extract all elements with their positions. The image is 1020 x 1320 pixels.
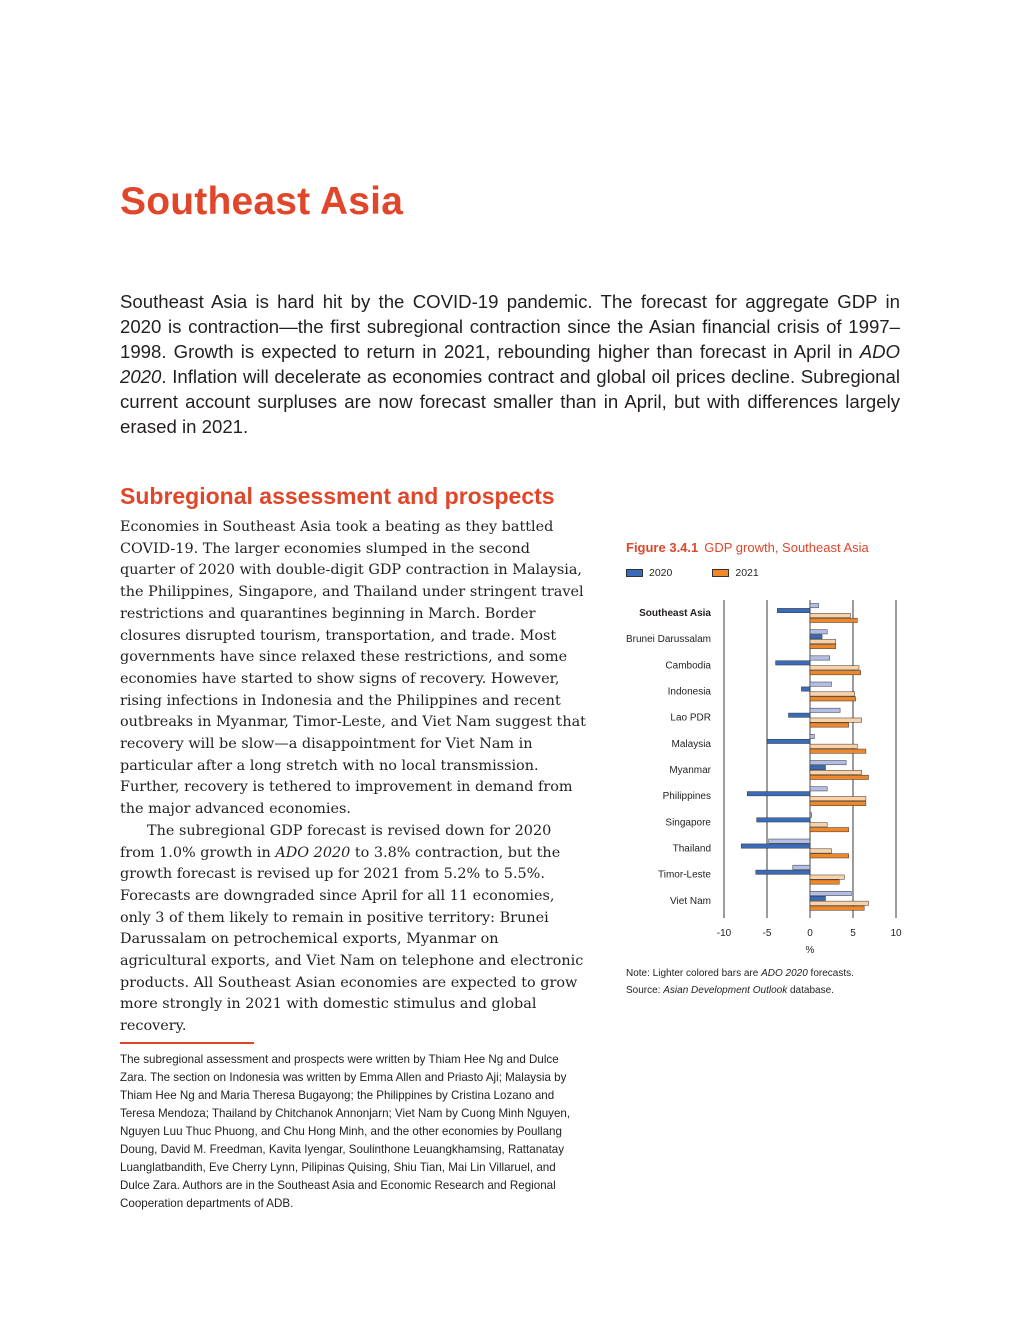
bar-2021	[810, 828, 849, 832]
body-paragraph-1: Economies in Southeast Asia took a beating as they battled COVID-19. The larger economies slumped in the second quarter of 2020 with double-digit GDP contraction in Malaysia, the Philippines, Singapore, and Thailand under stringent travel restrictions and quarantines beginning in March. Border closures disrupted tourism, transportation, and trade. Most governments have since relaxed these restrictions, and some economies have started to show signs of recovery. However, rising infections in Indonesia and the Philippines and recent outbreaks in Myanmar, Timor-Leste, and Viet Nam suggest that recovery will be slow—a disappointment for Viet Nam in particular after a long stretch with no local transmission. Further, recovery is tethered to improvement in demand from the major advanced economies.	[120, 519, 586, 818]
bar-2020-ado	[810, 813, 812, 817]
bar-2020-ado	[810, 630, 827, 634]
category-label: Cambodia	[665, 660, 711, 672]
page-title: Southeast Asia	[120, 180, 404, 223]
bar-2020	[810, 765, 825, 769]
bar-2020	[777, 608, 810, 612]
bar-2020-ado	[793, 865, 810, 869]
chart-note: Note: Lighter colored bars are ADO 2020 forecasts.	[626, 968, 854, 979]
x-axis-label: %	[805, 945, 815, 956]
category-label: Thailand	[672, 843, 711, 855]
section-heading: Subregional assessment and prospects	[120, 483, 555, 509]
x-tick-label: 5	[850, 928, 856, 939]
bar-2021-ado	[810, 718, 862, 722]
category-label: Southeast Asia	[639, 608, 711, 619]
bar-2020	[789, 713, 811, 717]
bar-2021-ado	[810, 849, 832, 853]
bar-2021-ado	[810, 692, 855, 696]
chart-source: Source: Asian Development Outlook database.	[626, 985, 834, 996]
x-tick-label: 0	[807, 928, 813, 939]
legend-label-2020: 2020	[649, 567, 673, 579]
footnote: The subregional assessment and prospects were written by Thiam Hee Ng and Dulce Zara. The section on Indonesia was written by Emma Allen and Priasto Aji; Malaysia by Thiam Hee Ng and Maria Theresa Bugayong; the Philippines by Cristina Lozano and Teresa Mendoza; Thailand by Chitchanok Annonjarn; Viet Nam by Cuong Minh Nguyen, Nguyen Luu Thuc Phuong, and Chu Hong Minh, and the other economies by Poullang Doung, David M. Freedman, Kavita Iyengar, Soulinthone Leuangkhamsing, Rattanatay Luanglatbandith, Eve Cherry Lynn, Pilipinas Quising, Shiu Tian, Mai Lin Villaruel, and Dulce Zara. Authors are in the Southeast Asia and Economic Research and Regional Cooperation departments of ADB.	[120, 1053, 571, 1210]
bar-2021	[810, 723, 849, 727]
category-label: Indonesia	[667, 686, 711, 698]
bar-2020	[801, 687, 810, 691]
bar-2021	[810, 801, 866, 805]
bar-2020-ado	[810, 787, 827, 791]
bar-2020-ado	[810, 656, 830, 660]
bar-2020	[756, 870, 810, 874]
bar-2020-ado	[810, 604, 819, 608]
bar-2021	[810, 644, 836, 648]
bar-2020-ado	[810, 708, 840, 712]
bar-2020-ado	[810, 761, 846, 765]
bar-2020	[810, 635, 822, 639]
category-label: Timor-Leste	[658, 869, 711, 881]
category-label: Brunei Darussalam	[625, 634, 711, 646]
category-label: Myanmar	[669, 765, 711, 776]
bar-2020	[757, 818, 810, 822]
bar-2020	[747, 792, 810, 796]
bar-2021	[810, 880, 839, 884]
chart-notes	[626, 965, 854, 999]
bar-2021	[810, 749, 866, 753]
legend-label-2021: 2021	[735, 567, 759, 579]
bar-2021-ado	[810, 666, 859, 670]
bar-2021	[810, 697, 856, 701]
category-label: Viet Nam	[670, 895, 711, 907]
bar-2021-ado	[810, 901, 868, 905]
bar-2020	[741, 844, 810, 848]
bar-2021	[810, 906, 864, 910]
category-label: Philippines	[662, 791, 711, 803]
bar-2021-ado	[810, 796, 866, 800]
bar-2020-ado	[769, 839, 810, 843]
category-label: Singapore	[665, 817, 711, 829]
bar-2021-ado	[810, 823, 827, 827]
figure-number: Figure 3.4.1	[626, 540, 699, 555]
x-tick-label: -10	[716, 928, 732, 939]
category-label: Lao PDR	[670, 712, 711, 724]
bar-2020-ado	[810, 734, 814, 738]
bar-2020	[810, 896, 825, 900]
x-tick-label: 10	[890, 928, 902, 939]
x-tick-label: -5	[762, 928, 772, 939]
figure-caption: GDP growth, Southeast Asia	[704, 540, 869, 555]
bar-2021-ado	[810, 639, 836, 643]
bar-2021	[810, 618, 857, 622]
bar-2020	[776, 661, 810, 665]
bar-2021	[810, 775, 868, 779]
category-label: Malaysia	[671, 738, 711, 750]
body-paragraph-2: The subregional GDP forecast is revised down for 2020 from 1.0% growth in ADO 2020 to 3.8% contraction, but the growth forecast is revised up for 2021 from 5.2% to 5.5%. Forecasts are downgraded since April for all 11 economies, only 3 of them likely to remain in positive territory: Brunei Darussalam on petrochemical exports, Myanmar on agricultural exports, and Viet Nam on telephone and electronic products. All Southeast Asian economies are expected to grow more strongly in 2021 with domestic stimulus and global recovery.	[120, 822, 584, 1035]
bar-2020-ado	[810, 682, 832, 686]
bar-2021	[810, 854, 849, 858]
bar-2021-ado	[810, 744, 857, 748]
bar-2021-ado	[810, 613, 850, 617]
bar-2021-ado	[810, 770, 862, 774]
bar-2021-ado	[810, 875, 844, 879]
bar-2020	[767, 739, 810, 743]
bar-2020-ado	[810, 891, 851, 895]
bar-2021	[810, 671, 861, 675]
intro-paragraph: Southeast Asia is hard hit by the COVID-19 pandemic. The forecast for aggregate GDP in 2020 is contraction—the first subregional contraction since the Asian financial crisis of 1997–1998. Growth is expected to return in 2021, rebounding higher than forecast in April in ADO 2020. Inflation will decelerate as economies contract and global oil prices decline. Subregional current account surpluses are now forecast smaller than in April, but with differences largely erased in 2021.	[120, 291, 900, 437]
